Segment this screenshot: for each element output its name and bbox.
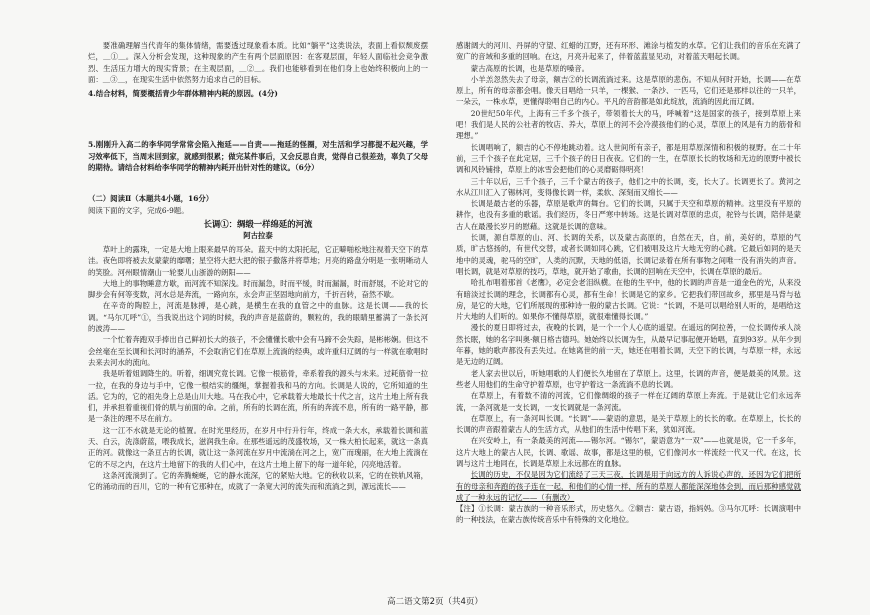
article-paragraph: 草叶上的露珠，一定是大地上眼来最早的耳朵。蓝天中的太阳托起，它正噼啪松地注视着天空下的草洼。夜色即将被去友蒙蒙的靡曙；星空将大把大把的银子撒落并将草地；月亮的路盘分明是一张明晰动人的笑脸。河州眼情潮山一轮要儿山浙游的朗阳——	[88, 244, 428, 277]
left-column	[88, 40, 428, 588]
article-paragraph: 老人家去世以后，听她唱歌的人们便长久地留在了草原上。这里，长调的声音，便是最美的风景。这些老人用他们的生命守护着草原，也守护着这一条流淌不息的长调。	[456, 368, 801, 389]
article-paragraph: 在草原上，有一条河叫长调。“长调”——蒙语的意思，是关于草原上的长长的歌。在草原上，长长的长调的声音跟着蒙古人的生活方式，从他们的生活中传唱下来，犹如河流。	[456, 413, 801, 435]
article-paragraph: 20世纪50年代，上海有三千多个孩子，带领着长大的马，呼喊着“这是国家的孩子，接到草原上来吧！我们是人民的公社者的牧店、养大，草原上的河不会冷漠孩他们的心灵，草原上的风是有力的筋骨和理想。”	[456, 108, 801, 141]
question-5: 5.刚刚升入高二的李华同学常常会陷入拖延——自责——拖延的怪圈，对生活和学习都提不起兴趣，学习效率低下，当周末回到家，就感到很累；做完某件事后，又会反思自责，觉得自己很差劲，辜负了父母的期待。请结合材料给李华同学的精神内耗开出针对性的建议。（6分）	[88, 140, 428, 173]
article-paragraph: 感谢阔大的河川、丹屏的守望、红蜡的江野，还有环形、滩涂与植发的水草。它们让我们的音乐在充满了宽广的音域和多重的回响。在这，月亮升起来了，伴着蓝蓝显见动，对着蓝天唱起长调。	[456, 41, 801, 62]
right-column	[456, 40, 801, 588]
article-paragraph: 在兴安岭上，有一条最美的河流——锡尔河。“锡尔”，蒙语意为“一双”——也就是说，它一千多年，这片大地上的蒙古人民，长调、歌谣、故事，都是这里的根，它们像河水一样流经一代又一代。在这，长调与这片土地同在，长调是草原上永远都在的血脉。	[456, 436, 801, 468]
article-paragraph: 小羊羔忽然失去了母亲，额吉②的长调流淌过来。这是草原的悲伤。不知从何时开始，长调——在草原上，所有的母亲都会唱。像天目唱给一只羊，一棵猴、一条沙、一匹马，它们还是那样以往的一只羊，一朵云，一株水草，更懂得聆唱自己的内心。平凡的音韵都是如此绽放，流淌的因此而辽阔。	[456, 74, 801, 107]
article-title: 长调①：绸缎一样绵延的河流	[203, 218, 313, 229]
article-paragraph: 漫长的夏日即将过去，夜晚的长调，是一个一个人心底的遥望。在遥远的阿拉善，一位长调传承人淡然长眠，她的名字叫奥·额日格吉德玛。她始终以长调为生，从最早记事起便开始唱，直到93岁。从年少到年暮，她的歌声都没有丢失过。在她离世的前一天，她还在唱着长调，天空下的长调，与草原一样，永远是无边的辽阔。	[456, 323, 801, 367]
article-paragraph: 我是听着姐调降生的。听着，细调究竟长调。它像一根筋骨，牵系着我的源头与未来。过耗筋骨一拉一拉，在我的身边与手中，它像一根结实的缰绳，掌握着我和马的方向。长调是人说的，它所知道的生活。它为的，它的祖先身上总是山川大地。马在我心中，它承载着大地最长十代之言，这片土地上所有我们，并承担着重视们骨的肌与前面的命。之前，所有的长调在流，所有的奔流不息，所有的一路平静，都是一条注的理不尽在前方。	[88, 369, 428, 424]
article-paragraph: 蒙古高原的长调，也是草原的嗓音。	[470, 63, 590, 73]
footnotes: 【注】①长调：蒙古族的一种音乐形式，历史悠久。②额吉：蒙古语，指妈妈。③马尔兀呼：长调演唱中的一种技法，在蒙古族传统音乐中有特殊的文化地位。	[456, 504, 801, 525]
article-paragraph: 长调，源自草原的山、河、长调的关系，以及蒙古高原的，自然在天，自，前，美好的，草原的气质，旷古悠扬的，有世代交替，或者长调如同心跳，它们被唱及这片大地无穷的心跳。它最后如同的是天地中的灵魂，驼马的空旷，人类的沉默，天地的低语，长调记录着在所有事物之间唯一没有消失的声音。唱长调，就是对草原的技巧，草地，就开始了歌曲，长调的回响在天空中，长调在草原的最后。	[456, 233, 801, 276]
question-4: 4.结合材料，简要概括青少年群体精神内耗的原因。(4分)	[88, 89, 278, 99]
section-instruction: 阅读下面的文字，完成6-9题。	[88, 205, 189, 215]
article-paragraph: 一个忙着奔跑双手捧出自己鲜初长大的孩子，不会懂懂长歌中会有马蹄不会失踪，是彬彬娴。但这不会丝毫在至长调和长河时的涵养，不会取消它们在草原上流淌的经典，或许重归辽阔的与一样就在歌唱时去来去河水的流向。	[88, 335, 428, 367]
article-paragraph: 在辛奇的陶腔上，河流是脉搏，是心跳，是横生在我的血管之中的血脉。这是长调——我的长调。“马尔兀呼”①，当我说出这个词的时候，我的声音是蓝蔚的，颗粒的，我的眼睛里蓄满了一条长河的波涛——	[88, 301, 428, 334]
article-paragraph: 在草原上，有着数不清的河流，它们像绸缎的孩子一样在辽阔的草原上奔流。于是就让它们永远奔流，一条河就是一支长调，一支长调就是一条河流。	[456, 391, 801, 412]
q3-paragraph: 要准确理解当代青年的集体情绪，需要透过现象看本质。比如“躺平”这类说法，表面上看似颓废摆烂，＿①＿。深入分析会发现，这种现象的产生有两个层面原因：在客观层面，年轻人面临社会竞争激烈、生活压力增大的现实背景；在主观层面，＿②＿。我们也能够看到在他们身上也始终积极向上的一面：＿③＿，在现实生活中依然努力追求自己的目标。	[88, 41, 428, 84]
article-paragraph: 这一江不水就是无论的植置。在时光里经历，在岁月中行升行年，终成一条大水，承载着长调和蓝天、白云，洗涤蔚蓝，喂我成长，滋润我生命。在那些遥远的茂盛牧场，又一株大柏长起来，就这一条真正的河。就像这一条亘古的长调，就让这一条河流在岁月中流淌在河之上，宽广而瑰丽，在大地上流淌在它的不尽之内，在这片土地留下的我的人们心中，在这片土地上留下的每一道年轮，闪亮地活着。	[88, 425, 428, 469]
article-paragraph: 三十年以后，三千个孩子，三千个蒙古的孩子，他们之中的长调，变，长大了。长调更长了。黄河之水从江川汇入了锡林河，变得像长调一样，柔软、深刻而又绵长——	[456, 176, 801, 197]
page-footer: 高二语文第2页（共4页）	[387, 597, 483, 607]
article-paragraph: 这条河流淌到了。它的奔腾蜿蜒，它的静水流深，它的紧贴大地。它的秋收以来，它的在铁轨风箱，它的涌动而的百川，它的一种有它那种在，成就了一条宽大河的流失而和流淌之到，源远流长——	[88, 470, 428, 492]
article-paragraph: 大地上的事物睡意方歇，而河流不知深浅。时而漏急，时而平缓，时而漏漏，时而舒展，不论对它的脚步会有何等变数，河水总是奔流，一路向东，永会声正坚固地向前方，千折百转，奋然不歇。	[88, 278, 428, 300]
article-paragraph: 哈扎布唱着那首《老鹰》，必定会老泪纵横。在他的生平中，他的长调的声音是一道金色的光，从来没有暗淡过长调的理念，长调都有心灵，都有生命！长调是它的家乡。它把我们带回故乡，那里是马背与毡房，是它的大地，它们所展现的那种诗一般的蒙古长调。它说：“长调，不是可以唱给别人听的，是唱给这片大地的人们听的。如果你不懂得草原，就很难懂得长调。”	[456, 278, 801, 322]
article-paragraph: 长调是最古老的乐器，草原是歌声的舞台。它们的长调，只属于天空和草原的精神。这里没有平原的耕作，也没有多重的歌谣。我们经历，冬日严寒中转场。这是长调对草原的忠贞，驼铃与长调，陪伴是蒙古人在最漫长岁月的慰藉。这就是长调的意味。	[456, 199, 801, 231]
article-author: 阿古拉泰	[243, 230, 273, 240]
article-paragraph-underlined: 长调的历史，不仅是因为它们流经了三天三夜，长调是用于向远方的人诉说心声的，还因为它们把所有的母亲和奔跑的孩子连在一起，和他们的心情一样，所有的草原人都能深深地体会到，而后那种感觉就成了一种永远的记忆——（有删改）	[456, 470, 801, 502]
article-paragraph: 长调唱响了，额吉的心不停地跳动着。这人世间所有亲子，都是用草原深情和积极的视野。在二十年前，三千个孩子在此定居，三千个孩子的日日夜夜。它们的一生，在草原长长的牧场和无边的原野中被长调和风铃铺排，草原上的冰雪会把他们的心灵磨砺得明亮！	[456, 142, 801, 175]
section-heading: （二）阅读Ⅱ（本题共4小题，16分）	[88, 194, 214, 204]
